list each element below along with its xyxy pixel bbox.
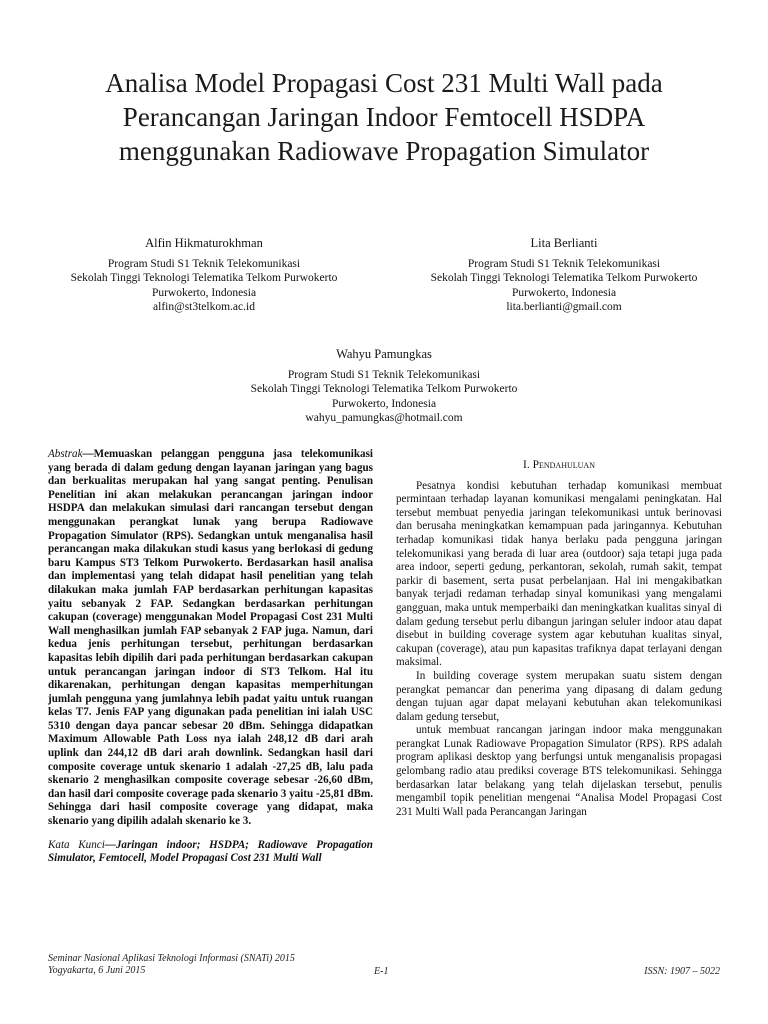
- author-dept: Program Studi S1 Teknik Telekomunikasi: [107, 257, 301, 270]
- abstract-label: Abstrak: [48, 448, 83, 460]
- abstract-text: —Memuaskan pelanggan pengguna jasa telekomunikasi yang berada di dalam gedung dengan layanan jaringan yang bagus dan berkualitas merupakan hal yang sangat penting. Penulisan Penelitian ini akan melakukan perancangan jaringan indoor HSDPA dan melakukan simulasi dari rancangan tersebut dengan menggunakan perangkat lunak yang berupa Radiowave Propagation Simulator (RPS). Sedangkan untuk menganalisa hasil perancangan maka dilakukan studi kasus yang berlokasi di gedung baru Kampus ST3 Telkom Purwokerto. Berdasarkan hasil analisa dan implementasi yang telah didapat hasil penelitian yang telah dilakukan maka jumlah FAP berdasarkan perhitungan kapasitas yaitu sebanyak 2 FAP. Sedangkan berdasarkan perhitungan cakupan (coverage) menggunakan Model Propagasi Cost 231 Multi Wall menghasilkan jumlah FAP sebanyak 2 FAP juga. Namun, dari kedua jenis perhitungan tersebut, perhitungan berdasarkan kapasitas lebih dipilih dari pada perhitungan berdasarkan cakupan untuk perancangan jaringan indoor di ST3 Telkom. Hal itu dikarenakan, perhitungan dengan kapasitas memperhitungan jumlah pengguna yang jumlahnya lebih padat yaitu untuk ruangan kelas T7. Jenis FAP yang digunakan pada penelitian ini ialah USC 5310 dengan daya pancar sebesar 20 dBm. Sehingga didapatkan Maximum Allowable Path Loss nya ialah 248,12 dB dari arah uplink dan 244,12 dB dari arah downlink. Sedangkan hasil dari composite coverage untuk skenario 1 adalah -27,25 dB, lalu pada skenario 2 menghasilkan composite coverage sebesar -26,60 dBm, dan hasil dari composite coverage pada skenario 3 yaitu -25,81 dBm. Sehingga dari hasil composite coverage yang didapat, maka skenario yang dipilih adalah skenario ke 3.: [48, 448, 373, 828]
- title-line-3: menggunakan Radiowave Propagation Simulator: [118, 136, 650, 166]
- author-block: [384, 236, 744, 315]
- footer-place-date: Yogyakarta, 6 Juni 2015: [48, 965, 146, 976]
- footer-conference-name: Seminar Nasional Aplikasi Teknologi Informasi (SNATi) 2015: [48, 953, 295, 964]
- keywords-text: —Jaringan indoor; HSDPA; Radiowave Propagation Simulator, Femtocell, Model Propagasi Cost 231 Multi Wall: [48, 838, 373, 865]
- author-block: [24, 236, 384, 315]
- author-city: Purwokerto, Indonesia: [511, 286, 617, 299]
- keywords-label: Kata Kunci: [48, 838, 105, 851]
- footer-page-number: E-1: [374, 966, 389, 977]
- author-dept: Program Studi S1 Teknik Telekomunikasi: [467, 257, 661, 270]
- paper-title: [40, 66, 728, 168]
- left-column: [48, 448, 373, 866]
- author-institution: Sekolah Tinggi Teknologi Telematika Telkom Purwokerto: [430, 272, 698, 285]
- abstract: [48, 448, 373, 829]
- author-city: Purwokerto, Indonesia: [331, 397, 437, 410]
- keywords: [48, 839, 373, 866]
- right-column: [396, 448, 722, 819]
- footer-issn: ISSN: 1907 – 5022: [644, 966, 720, 977]
- author-institution: Sekolah Tinggi Teknologi Telematika Telkom Purwokerto: [70, 272, 338, 285]
- intro-paragraph-3: untuk membuat rancangan jaringan indoor maka menggunakan perangkat Lunak Radiowave Propagation Simulator (RPS). RPS adalah program aplikasi desktop yang berfungsi untuk menganalisis propagasi gelombang radio atau prediksi coverage BTS telekomunikasi. Sehingga berdasarkan latar belakang yang telah dijelaskan tersebut, penulis mengambil topik penelitian mengenai “Analisa Model Propagasi Cost 231 Multi Wall pada Perancangan Jaringan: [396, 724, 722, 818]
- author-name: Wahyu Pamungkas: [336, 347, 432, 361]
- author-institution: Sekolah Tinggi Teknologi Telematika Telkom Purwokerto: [250, 383, 518, 396]
- author-block: [204, 347, 564, 426]
- author-email: lita.berlianti@gmail.com: [506, 301, 622, 314]
- intro-paragraph-1: Pesatnya kondisi kebutuhan terhadap komunikasi membuat permintaan terhadap layanan komunikasi mengalami peningkatan. Hal tersebut membuat penyedia jaringan telekomunikasi untuk berinovasi dan berusaha meningkatkan kemampuan pada jaringannya. Kebutuhan terhadap komunikasi tidak hanya berlaku pada pengguna jaringan telekomunikasi yang berada di luar area (outdoor) saja tetapi juga pada area indoor, seperti gedung, perkantoran, sekolah, rumah sakit, tempat parkir di basement, serta pusat perbelanjaan. Hal ini mengakibatkan banyak terjadi redaman terhadap sinyal komunikasi yang mengalami gangguan, maka untuk memperbaiki dan meningkatkan kualitas sinyal di dalam gedung tersebut perlu dibangun jaringan seluler indoor atau dapat disebut in building coverage system agar kebutuhan kualitas sinyal, cakupan (coverage), atau pun kapasitas trafiknya dapat terlayani dengan maksimal.: [396, 479, 722, 669]
- title-line-2: Perancangan Jaringan Indoor Femtocell HSDPA: [122, 102, 646, 132]
- section-heading: I. Pendahuluan: [523, 459, 595, 471]
- author-email: alfin@st3telkom.ac.id: [153, 301, 255, 314]
- author-email: wahyu_pamungkas@hotmail.com: [305, 412, 463, 425]
- intro-paragraph-2: In building coverage system merupakan suatu sistem dengan perangkat pemancar dan penerima yang dipasang di dalam gedung dengan tujuan agar dapat melayani kebutuhan akan telekomunikasi dalam gedung tersebut,: [396, 669, 722, 723]
- author-city: Purwokerto, Indonesia: [151, 286, 257, 299]
- title-line-1: Analisa Model Propagasi Cost 231 Multi Wall pada: [105, 68, 663, 98]
- author-name: Lita Berlianti: [530, 236, 598, 250]
- author-dept: Program Studi S1 Teknik Telekomunikasi: [287, 368, 481, 381]
- footer-conference: [48, 953, 295, 977]
- author-name: Alfin Hikmaturokhman: [145, 236, 263, 250]
